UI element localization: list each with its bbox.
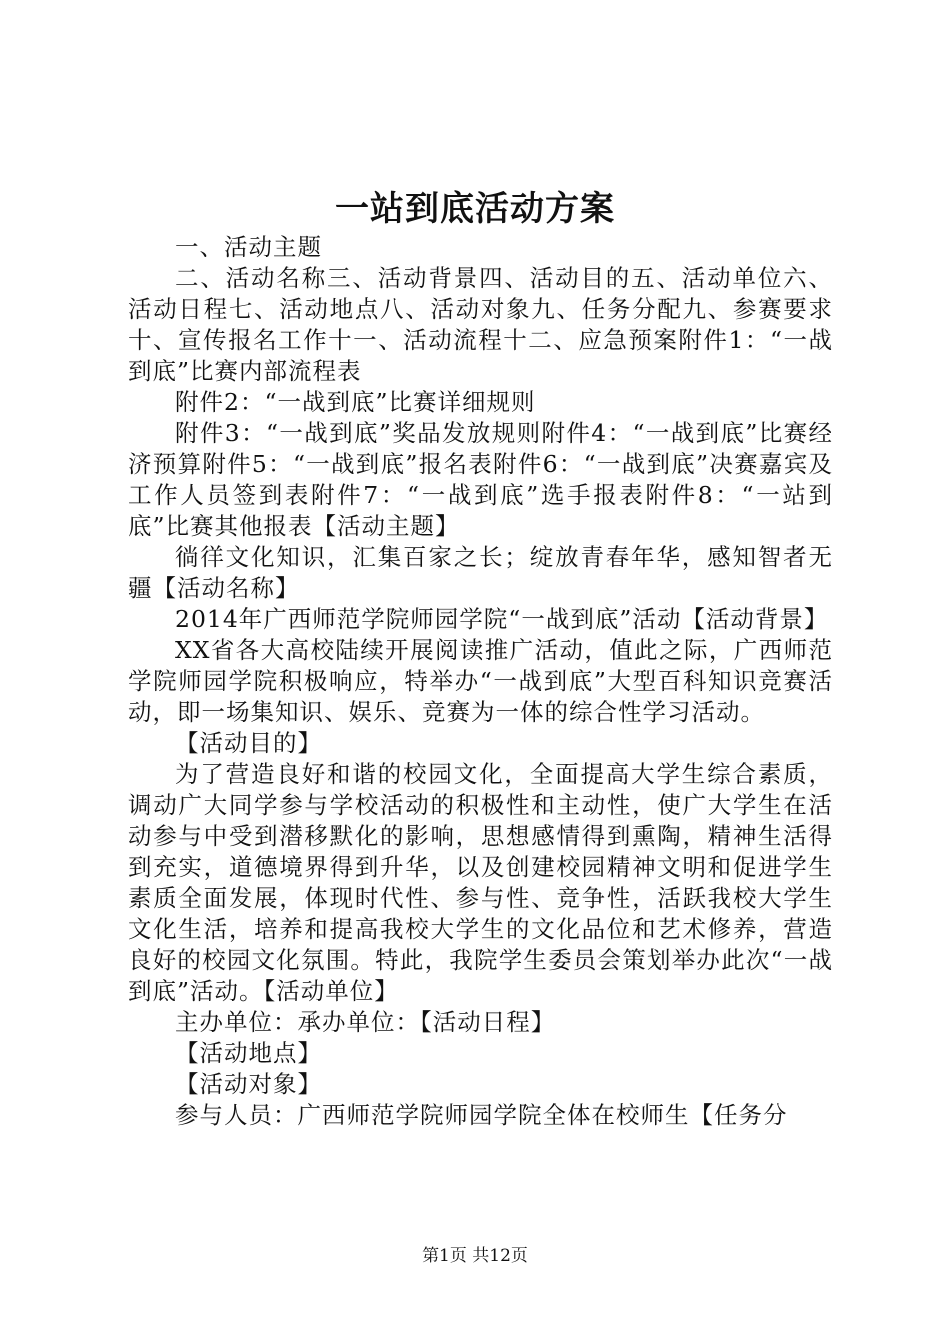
document-body bbox=[128, 232, 833, 1131]
paragraph: 参与人员：广西师范学院师园学院全体在校师生【任务分 bbox=[175, 1101, 788, 1129]
paragraph: 【活动地点】 bbox=[175, 1039, 322, 1067]
paragraph: XX省各大高校陆续开展阅读推广活动，值此之际，广西师范学院师园学院积极响应，特举办“一战到底”大型百科知识竞赛活动，即一场集知识、娱乐、竞赛为一体的综合性学习活动。 bbox=[128, 636, 833, 726]
paragraph: 2014年广西师范学院师园学院“一战到底”活动【活动背景】 bbox=[175, 605, 829, 633]
paragraph: 【活动对象】 bbox=[175, 1070, 322, 1098]
paragraph: 一、活动主题 bbox=[175, 233, 322, 261]
paragraph: 【活动目的】 bbox=[175, 729, 322, 757]
paragraph: 主办单位：承办单位：【活动日程】 bbox=[175, 1008, 556, 1036]
paragraph: 徜徉文化知识，汇集百家之长；绽放青春年华，感知智者无疆【活动名称】 bbox=[128, 543, 833, 602]
document-title: 一站到底活动方案 bbox=[335, 189, 615, 229]
page-footer: 第1页 共12页 bbox=[422, 1246, 528, 1266]
paragraph: 二、活动名称三、活动背景四、活动目的五、活动单位六、活动日程七、活动地点八、活动对象九、任务分配九、参赛要求十、宣传报名工作十一、活动流程十二、应急预案附件1：“一战到底”比赛内部流程表 bbox=[128, 264, 833, 385]
paragraph: 附件2：“一战到底”比赛详细规则 bbox=[175, 388, 536, 416]
paragraph: 附件3：“一战到底”奖品发放规则附件4：“一战到底”比赛经济预算附件5：“一战到底”报名表附件6：“一战到底”决赛嘉宾及工作人员签到表附件7：“一战到底”选手报表附件8：“一站到底”比赛其他报表【活动主题】 bbox=[128, 419, 833, 540]
paragraph: 为了营造良好和谐的校园文化，全面提高大学生综合素质，调动广大同学参与学校活动的积极性和主动性，使广大学生在活动参与中受到潜移默化的影响，思想感情得到熏陶，精神生活得到充实，道德境界得到升华，以及创建校园精神文明和促进学生素质全面发展，体现时代性、参与性、竞争性，活跃我校大学生文化生活，培养和提高我校大学生的文化品位和艺术修养，营造良好的校园文化氛围。特此，我院学生委员会策划举办此次“一战到底”活动。【活动单位】 bbox=[128, 760, 833, 1005]
